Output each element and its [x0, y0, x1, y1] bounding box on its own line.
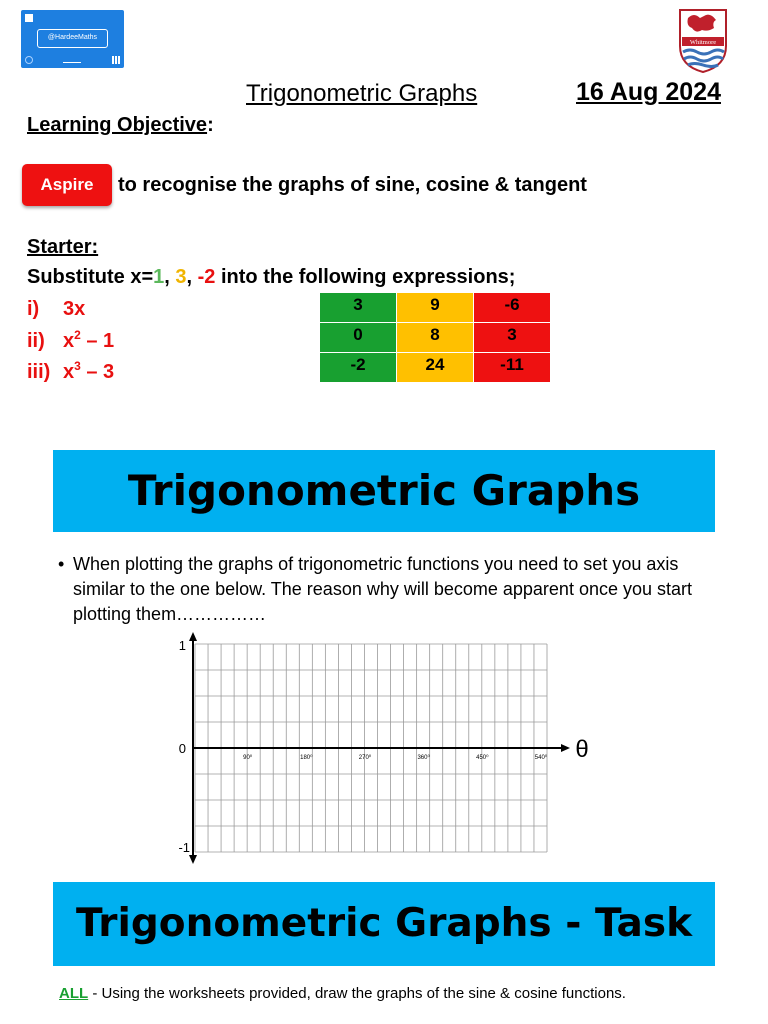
expression-text: 3x	[63, 298, 86, 320]
y-label-top: 1	[178, 638, 186, 653]
x-tick-label: 180⁰	[300, 755, 313, 761]
expression-rest: – 1	[80, 330, 115, 352]
expression-1	[27, 298, 85, 321]
expression-2	[27, 328, 114, 353]
aspire-badge: Aspire	[22, 164, 112, 206]
expression-text: x	[63, 330, 75, 352]
hardee-maths-logo	[21, 10, 124, 68]
expression-number: i)	[27, 298, 40, 320]
y-axis-arrow-up	[189, 632, 197, 641]
x-axis-arrow	[561, 744, 570, 752]
x-tick-label: 360⁰	[417, 755, 430, 761]
section-banner-task: Trigonometric Graphs - Task	[53, 882, 715, 966]
expression-power: 2	[74, 328, 81, 342]
logo-text: @HardeeMaths	[37, 29, 108, 48]
answer-cell: -11	[474, 353, 551, 383]
expression-3	[27, 359, 114, 384]
lesson-date: 16 Aug 2024	[576, 78, 721, 106]
answers-row	[320, 353, 551, 383]
logo-line	[63, 62, 81, 63]
answer-cell: -2	[320, 353, 397, 383]
answer-cell: 8	[397, 323, 474, 353]
instruction-text: When plotting the graphs of trigonometric functions you need to set you axis similar to the one below. The reason why will become apparent once you start plotting them……………	[73, 554, 693, 624]
answer-cell: 0	[320, 323, 397, 353]
axis-labels	[178, 638, 588, 855]
learning-objective-colon: :	[207, 114, 214, 136]
school-crest	[678, 8, 728, 74]
answer-cell: 3	[320, 293, 397, 323]
separator-2: ,	[186, 266, 198, 288]
theta-symbol: θ	[575, 736, 589, 763]
answers-row	[320, 293, 551, 323]
logo-bars-icon	[112, 56, 120, 64]
section-banner-trig-graphs: Trigonometric Graphs	[53, 450, 715, 532]
expression-power: 3	[74, 359, 81, 373]
starter-prompt	[27, 266, 515, 289]
expression-number: ii)	[27, 330, 45, 352]
y-label-zero: 0	[178, 741, 186, 756]
axes	[189, 632, 570, 864]
value-2: 3	[175, 266, 187, 288]
crest-label: Whitmore	[689, 39, 717, 46]
separator-1: ,	[164, 266, 176, 288]
answer-cell: -6	[474, 293, 551, 323]
x-tick-label: 450⁰	[476, 755, 489, 761]
answer-cell: 24	[397, 353, 474, 383]
starter-heading: Starter:	[27, 236, 99, 258]
all-label: ALL	[59, 985, 89, 1002]
task-text: - Using the worksheets provided, draw the graphs of the sine & cosine functions.	[88, 985, 626, 1002]
y-axis-arrow-down	[189, 855, 197, 864]
page-title: Trigonometric Graphs	[246, 80, 478, 107]
axis-grid	[170, 630, 600, 866]
logo-circle-icon	[25, 56, 33, 64]
answers-table	[319, 292, 551, 383]
bullet-icon: •	[58, 554, 65, 574]
value-3: -2	[197, 266, 216, 288]
expression-text: x	[63, 361, 75, 383]
learning-objective-heading	[27, 114, 214, 137]
objective-text: to recognise the graphs of sine, cosine & tangent	[118, 174, 587, 196]
expression-rest: – 3	[80, 361, 115, 383]
value-1: 1	[153, 266, 165, 288]
expression-number: iii)	[27, 361, 51, 383]
x-tick-label: 270⁰	[358, 755, 372, 761]
prompt-end: into the following expressions;	[215, 266, 516, 288]
task-instruction	[59, 985, 626, 1002]
logo-square-icon	[25, 14, 33, 22]
x-tick-label: 540⁰	[534, 755, 548, 761]
answer-cell: 9	[397, 293, 474, 323]
prompt-start: Substitute x=	[27, 266, 154, 288]
x-tick-label: 90⁰	[243, 755, 253, 761]
answer-cell: 3	[474, 323, 551, 353]
learning-objective-label: Learning Objective	[27, 114, 208, 136]
y-label-bottom: -1	[178, 840, 190, 855]
answers-row	[320, 323, 551, 353]
